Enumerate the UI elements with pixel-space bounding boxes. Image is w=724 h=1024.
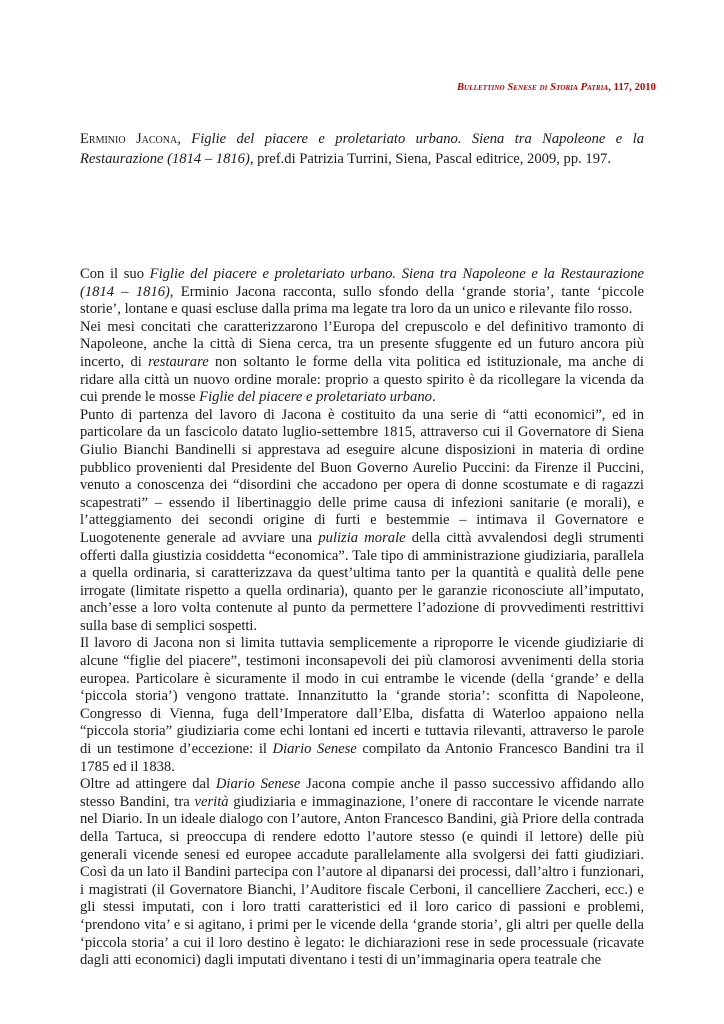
paragraph-5: Oltre ad attingere dal Diario Senese Jacona compie anche il passo successivo affidando allo stesso Bandini, tra verità giudiziaria e immaginazione, l’onere di raccontare le vicende narrate nel Diario. In un ideale dialogo con l’autore, Anton Francesco Bandini, già Priore della contrada della Tartuca, si preoccupa di rendere edotto l’autore stesso (e quindi il lettore) delle più generali vicende senesi ed europee accadute parallelamente alla svolgersi dei fatti giudiziari. Così da un lato il Bandini partecipa con l’autore al dipanarsi dei processi, dall’altro i funzionari, i magistrati (il Governatore Bianchi, l’Auditore fiscale Cerboni, il cancelliere Zaccheri, ecc.) e gli stessi imputati, con i loro tratti caratteristici ed il loro carico di passioni e problemi, ‘prendono vita’ e si agitano, i primi per le vicende della ‘grande storia’, gli altri per quelle della ‘piccola storia’ a cui il loro destino è legato: le dichiarazioni rese in sede processuale (ricavate dagli atti economici) dagli imputati diventano i testi di un’immaginaria opera teatrale che	[80, 776, 644, 969]
journal-issue: , 117, 2010	[608, 82, 656, 93]
book-citation: Erminio Jacona, Figlie del piacere e proletariato urbano. Siena tra Napoleone e la Restaurazione (1814 – 1816), pref.di Patrizia Turrini, Siena, Pascal editrice, 2009, pp. 197.	[80, 131, 645, 167]
review-body	[80, 266, 644, 970]
book-title-italic: Figlie del piacere e proletariato urbano. Siena tra Napoleone e la Restaurazione (1814 – 1816)	[80, 266, 644, 300]
paragraph-3: Punto di partenza del lavoro di Jacona è costituito da una serie di “atti economici”, ed in particolare da un fascicolo datato luglio-settembre 1815, attraverso cui il Governatore di Siena Giulio Bianchi Bandinelli si apprestava ad eseguire alcune disposizioni in materia di ordine pubblico provenienti dal Presidente del Buon Governo Aurelio Puccini: da Firenze il Puccini, venuto a conoscenza dei “disordini che accadono per opera di donne scostumate e di ragazzi scapestrati” – essendo il libertinaggio delle prime causa di infezioni sanitarie (e morali), e l’atteggiamento dei secondi origine di furti e bestemmie – intimava il Governatore e Luogotenente generale ad avviare una pulizia morale della città avvalendosi degli strumenti offerti dalla giustizia cosiddetta “economica”. Tale tipo di amministrazione giudiziaria, parallela a quella ordinaria, si caratterizzava da quest’ultima tanto per la quantità e qualità delle pene irrogate (limitate rispetto a quella ordinaria), quanto per le garanzie riconosciute all’imputato, anch’esse a loro volta contenute al punto da permettere l’adozione di provvedimenti restrittivi sulla base di semplici sospetti.	[80, 406, 644, 634]
paragraph-1: Con il suo Figlie del piacere e proletariato urbano. Siena tra Napoleone e la Restaurazione (1814 – 1816), Erminio Jacona racconta, sullo sfondo della ‘grande storia’, tante ‘piccole storie’, lontane e quasi escluse dalla prima ma legate tra loro da un unico e rilevante filo rosso.	[80, 266, 644, 318]
book-title-italic: Figlie del piacere e proletariato urbano	[199, 389, 432, 406]
citation-title: Figlie del piacere e proletariato urbano. Siena tra Napoleone e la Restaurazione (1814 – 1816)	[80, 131, 645, 167]
running-header	[80, 82, 656, 93]
journal-name: Bullettino Senese di Storia Patria	[456, 82, 609, 93]
paragraph-4: Il lavoro di Jacona non si limita tuttavia semplicemente a riproporre le vicende giudiziarie di alcune “figlie del piacere”, testimoni inconsapevoli dei più clamorosi avvenimenti della storia europea. Particolare è sicuramente il modo in cui entrambe le vicende (della ‘grande’ e della ‘piccola storia’) vengono trattate. Innanzitutto la ‘grande storia’: sconfitta di Napoleone, Congresso di Vienna, fuga dell’Imperatore dall’Elba, disfatta di Waterloo appaiono nella “piccola storia” giudiziaria come echi lontani ed incerti e tuttavia rilevanti, attraverso le parole di un testimone d’eccezione: il Diario Senese compilato da Antonio Francesco Bandini tra il 1785 ed il 1838.	[80, 635, 645, 775]
paragraph-2: Nei mesi concitati che caratterizzarono l’Europa del crepuscolo e del definitivo tramonto di Napoleone, anche la città di Siena cerca, tra un presente sfuggente ed un futuro ancora più incerto, di restaurare non soltanto le forme della vita politica ed istituzionale, ma anche di ridare alla città un nuovo ordine morale: proprio a questo spirito è da ricollegare la vicenda da cui prende le mosse Figlie del piacere e proletariato urbano.	[80, 318, 644, 406]
citation-details: , pref.di Patrizia Turrini, Siena, Pascal editrice, 2009, pp. 197.	[249, 150, 611, 167]
citation-author: Erminio Jacona	[80, 131, 178, 147]
